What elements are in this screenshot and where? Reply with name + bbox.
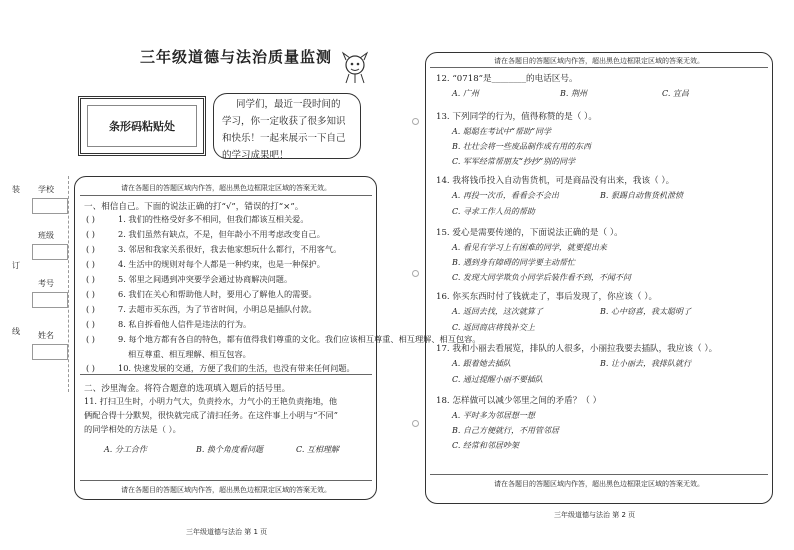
speech-line: 学习，你一定收获了很多知识 (222, 116, 346, 127)
side-edge-char: 线 (12, 327, 20, 336)
section1-heading: 一、相信自己。下面的说法正确的打“√”，错误的打“×”。 (84, 202, 304, 212)
school-field[interactable] (32, 198, 68, 214)
option-b[interactable]: B. 自己方便就行，不用管邻居 (452, 426, 559, 435)
question-stem: 18. 怎样做可以减少邻里之间的矛盾？（ ） (436, 396, 602, 406)
option-a[interactable]: A. 再投一次币，看看会不会出 (452, 191, 559, 200)
notice-top: 请在各题目的答题区域内作答，超出黑色边框限定区域的答案无效。 (494, 57, 704, 65)
divider (430, 474, 768, 475)
option-a[interactable]: A. 广州 (452, 89, 479, 98)
judge-item: 1. 我们的性格受好多不相同，但我们都该互相关爱。 (118, 214, 309, 224)
binding-hole (412, 118, 419, 125)
speech-line: 同学们，最近一段时间的 (236, 99, 341, 110)
answer-blank[interactable]: ( ) (86, 319, 95, 329)
barcode-label: 条形码粘贴处 (87, 105, 197, 147)
option-a[interactable]: A. 返回去找，这次就算了 (452, 307, 543, 316)
q11-line: 俩配合得十分默契，很快就完成了清扫任务。在这件事上小明与“不同” (84, 410, 338, 420)
speech-line: 和快乐！一起来展示一下自己 (222, 133, 346, 144)
option-c[interactable]: C. 发现大同学欺负小同学后装作看不到，不闻不问 (452, 273, 631, 282)
answer-blank[interactable]: ( ) (86, 363, 95, 373)
q11-option-c[interactable]: C. 互相理解 (296, 445, 339, 454)
judge-item: 4. 生活中的规则对每个人都是一种约束，也是一种保护。 (118, 259, 325, 269)
option-b[interactable]: B. 壮壮会将一些废品制作成有用的东西 (452, 142, 591, 151)
judge-item: 8. 私自拆看他人信件是违法的行为。 (118, 319, 252, 329)
name-label: 姓名 (38, 331, 54, 340)
q11-line: 的同学相处的方法是（ ）。 (84, 424, 181, 434)
answer-blank[interactable]: ( ) (86, 334, 95, 344)
answer-blank[interactable]: ( ) (86, 244, 95, 254)
judge-item-continuation: 相互尊重、相互理解、相互包容。 (128, 349, 251, 359)
class-field[interactable] (32, 244, 68, 260)
judge-item: 3. 邻居和我家关系很好，我去他家想玩什么都行，不用客气。 (118, 244, 342, 254)
binding-hole (412, 270, 419, 277)
q11-option-a[interactable]: A. 分工合作 (104, 445, 147, 454)
option-b[interactable]: B. 遇到身有障碍的同学要主动帮忙 (452, 258, 575, 267)
answer-blank[interactable]: ( ) (86, 229, 95, 239)
answer-blank[interactable]: ( ) (86, 214, 95, 224)
notice-top: 请在各题目的答题区域内作答，超出黑色边框限定区域的答案无效。 (121, 184, 331, 192)
question-stem: 17. 我和小丽去看展览，排队的人很多，小丽拉我要去插队，我应该（ ）。 (436, 344, 718, 354)
judge-item: 10. 快速发展的交通，方便了我们的生活，也没有带来任何问题。 (118, 363, 355, 373)
answer-blank[interactable]: ( ) (86, 259, 95, 269)
q11-option-b[interactable]: B. 换个角度看问题 (196, 445, 263, 454)
binding-hole (412, 420, 419, 427)
class-label: 班级 (38, 231, 54, 240)
option-a[interactable]: A. 跟着她去插队 (452, 359, 511, 368)
question-stem: 15. 爱心是需要传递的，下面说法正确的是（ ）。 (436, 228, 623, 238)
notice-bottom: 请在各题目的答题区域内作答，超出黑色边框限定区域的答案无效。 (494, 480, 704, 488)
question-stem: 12. “0718”是________的电话区号。 (436, 74, 578, 84)
question-stem: 16. 你买东西时付了钱就走了，事后发现了，你应该（ ）。 (436, 292, 658, 302)
side-edge-char: 订 (12, 261, 20, 270)
judge-item: 2. 我们虽然有缺点，不是，但年龄小不用考虑改变自己。 (118, 229, 325, 239)
judge-item: 7. 去超市买东西，为了节省时间，小明总是插队付款。 (118, 304, 317, 314)
answer-blank[interactable]: ( ) (86, 274, 95, 284)
page-title: 三年级道德与法治质量监测 (140, 48, 333, 66)
mascot-icon (338, 50, 372, 84)
option-a[interactable]: A. 看见有学习上有困难的同学，就要提出来 (452, 243, 607, 252)
side-edge-char: 装 (12, 185, 20, 194)
option-c[interactable]: C. 返回商店将钱补交上 (452, 323, 535, 332)
notice-bottom: 请在各题目的答题区域内作答，超出黑色边框限定区域的答案无效。 (121, 486, 331, 494)
option-b[interactable]: B. 荆州 (560, 89, 587, 98)
option-c[interactable]: C. 宜昌 (662, 89, 689, 98)
binding-line (68, 176, 70, 392)
divider (80, 195, 372, 196)
speech-line: 的学习成果吧！ (222, 150, 289, 161)
option-c[interactable]: C. 经常和邻居吵架 (452, 441, 519, 450)
question-stem: 13. 下列同学的行为，值得称赞的是（ ）。 (436, 112, 597, 122)
option-c[interactable]: C. 寻求工作人员的帮助 (452, 207, 535, 216)
option-b[interactable]: B. 心中窃喜，我太聪明了 (600, 307, 691, 316)
barcode-area (78, 96, 206, 156)
speech-bubble (213, 93, 361, 159)
option-b[interactable]: B. 狠踢自动售货机泄愤 (600, 191, 683, 200)
q11-line: 11. 打扫卫生时，小明力气大，负责拎水，力气小的王艳负责拖地，他 (84, 396, 338, 406)
question-stem: 14. 我将钱币投入自动售货机，可是商品没有出来，我该（ ）。 (436, 176, 675, 186)
judge-item: 6. 我们在关心和帮助他人时，要用心了解他人的需要。 (118, 289, 317, 299)
name-field[interactable] (32, 344, 68, 360)
judge-item: 5. 邻里之间遇到冲突要学会通过协商解决问题。 (118, 274, 293, 284)
divider (80, 480, 372, 481)
section2-heading: 二、沙里淘金。将符合题意的选项填入题后的括号里。 (84, 384, 291, 394)
option-c[interactable]: C. 军军经常帮朋友“抄抄”别的同学 (452, 157, 576, 166)
option-a[interactable]: A. 平时多为邻居想一想 (452, 411, 535, 420)
exam-number-label: 考号 (38, 279, 54, 288)
exam-number-field[interactable] (32, 292, 68, 308)
answer-blank[interactable]: ( ) (86, 289, 95, 299)
option-b[interactable]: B. 让小丽去，我排队就行 (600, 359, 691, 368)
page-footer: 三年级道德与法治 第 1 页 (186, 528, 268, 536)
school-label: 学校 (38, 185, 54, 194)
option-c[interactable]: C. 通过提醒小丽不要插队 (452, 375, 543, 384)
student-info-panel (10, 176, 70, 392)
judge-item: 9. 每个地方都有各自的特色，都有值得我们尊重的文化。我们应该相互尊重、相互理解、相互包容。 (118, 334, 481, 344)
divider (80, 374, 372, 375)
page-footer: 三年级道德与法治 第 2 页 (554, 511, 636, 519)
answer-blank[interactable]: ( ) (86, 304, 95, 314)
option-a[interactable]: A. 聪聪在考试中“帮助”同学 (452, 127, 552, 136)
divider (430, 67, 768, 68)
